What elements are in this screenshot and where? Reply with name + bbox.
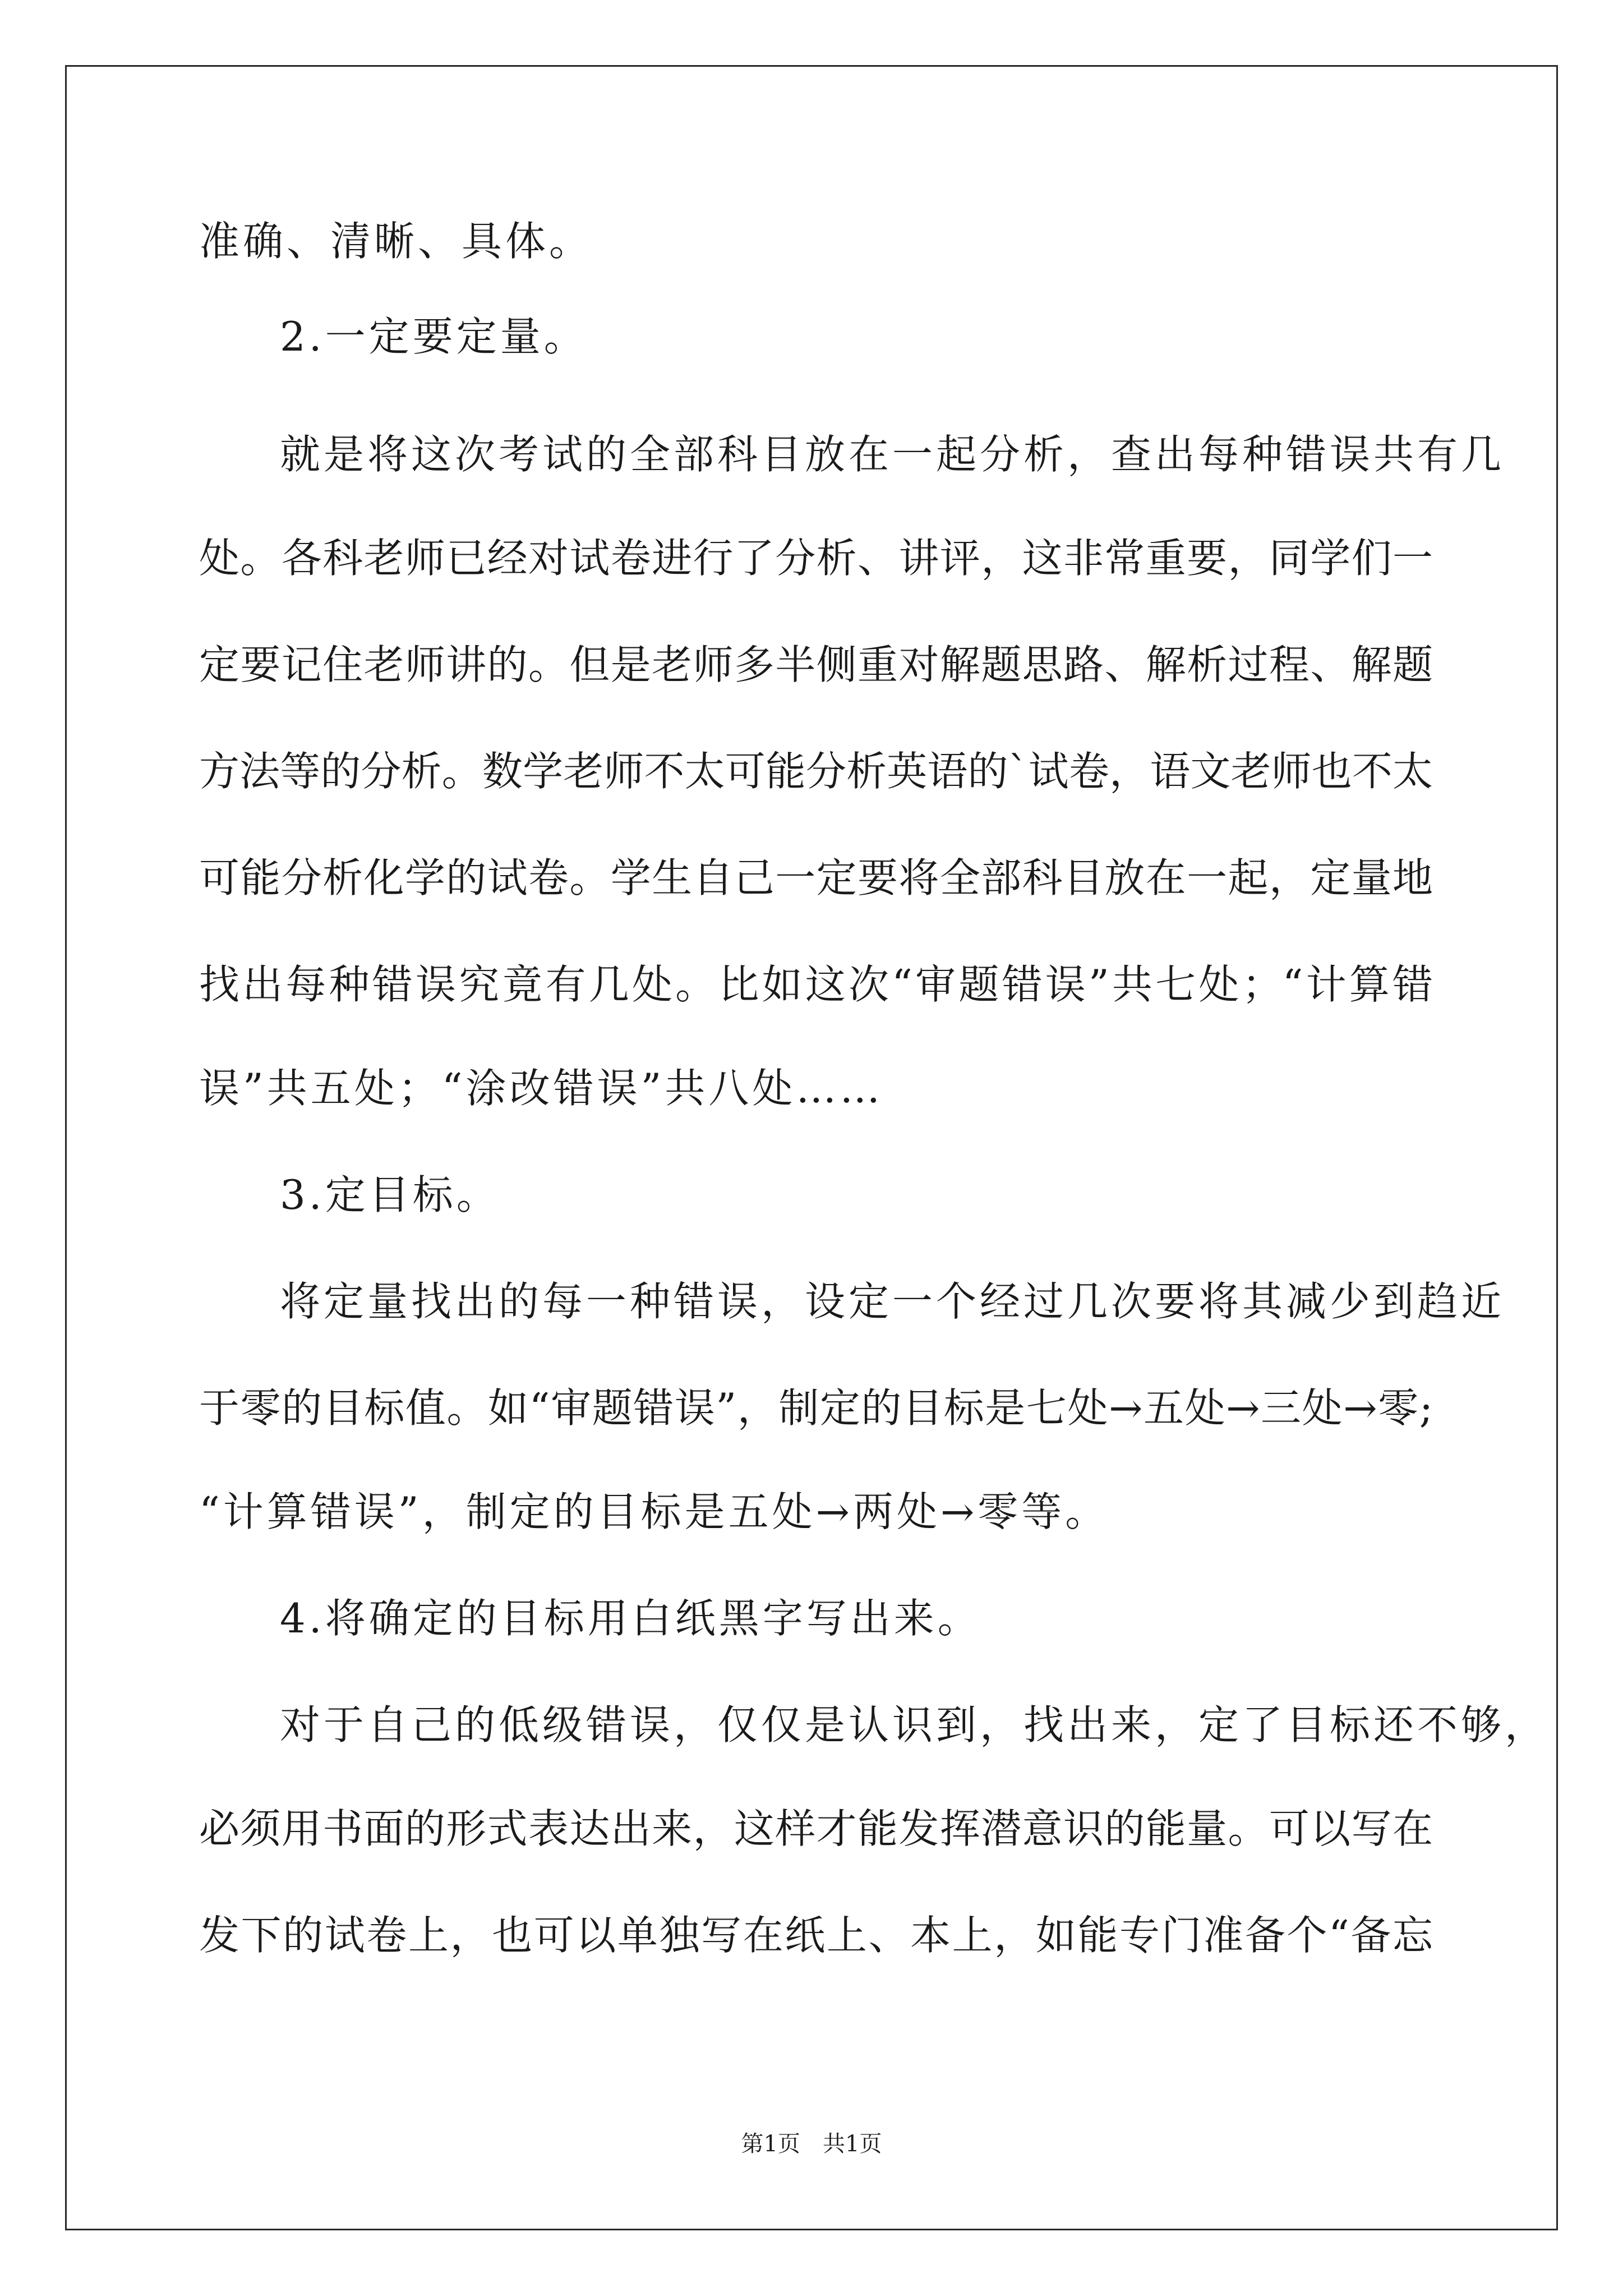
text-line: “计算错误”，制定的目标是五处→两处→零等。 <box>199 1488 1109 1535</box>
text-line: 必须用书面的形式表达出来，这样才能发挥潜意识的能量。可以写在 <box>199 1805 1433 1852</box>
section-heading: 3.定目标。 <box>280 1171 500 1218</box>
section-heading: 4.将确定的目标用白纸黑字写出来。 <box>280 1595 981 1642</box>
text-line: 方法等的分析。数学老师不太可能分析英语的`试卷，语文老师也不太 <box>199 748 1433 795</box>
text-line: 对于自己的低级错误，仅仅是认识到，找出来，定了目标还不够， <box>280 1701 1549 1749</box>
text-line: 于零的目标值。如“审题错误”，制定的目标是七处→五处→三处→零; <box>199 1384 1433 1432</box>
text-line: 发下的试卷上，也可以单独写在纸上、本上，如能专门准备个“备忘 <box>199 1912 1433 1959</box>
text-line: 定要记住老师讲的。但是老师多半侧重对解题思路、解析过程、解题 <box>199 641 1433 688</box>
text-line: 准确、清晰、具体。 <box>199 218 593 265</box>
section-heading: 2.一定要定量。 <box>280 313 588 360</box>
text-line: 将定量找出的每一种错误，设定一个经过几次要将其减少到趋近 <box>280 1278 1505 1325</box>
text-line: 找出每种错误究竟有几处。比如这次“审题错误”共七处；“计算错 <box>199 961 1433 1008</box>
text-line: 可能分析化学的试卷。学生自己一定要将全部科目放在一起，定量地 <box>199 854 1433 901</box>
text-line: 就是将这次考试的全部科目放在一起分析，查出每种错误共有几 <box>280 431 1505 478</box>
page-border <box>65 65 1558 2230</box>
text-line: 处。各科老师已经对试卷进行了分析、讲评，这非常重要，同学们一 <box>199 535 1433 582</box>
text-line: 误”共五处；“涂改错误”共八处…… <box>199 1065 884 1112</box>
page-number-footer: 第1页 共1页 <box>741 2131 882 2157</box>
